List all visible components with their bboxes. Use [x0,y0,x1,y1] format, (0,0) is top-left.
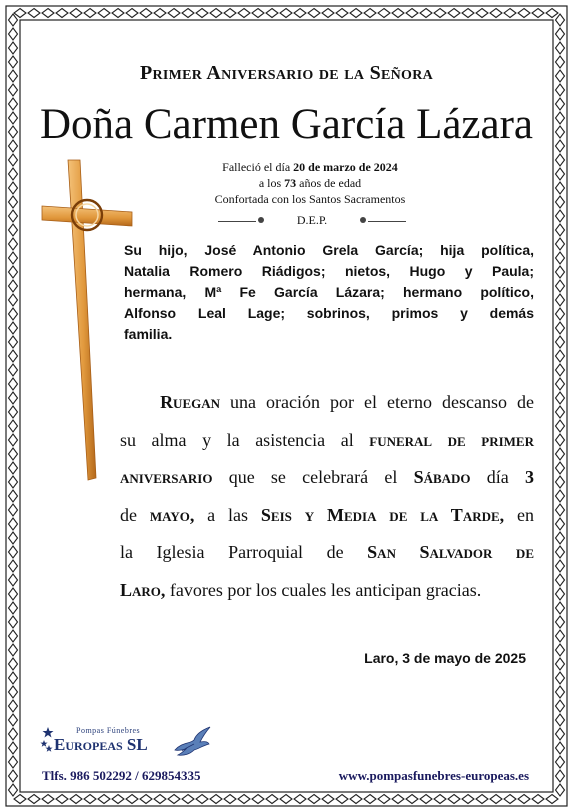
border-link [9,532,18,544]
border-link [98,795,110,804]
border-link [294,9,306,18]
border-link [518,9,530,18]
border-link [98,9,110,18]
border-link [462,795,474,804]
border-link [556,322,565,334]
border-link [9,546,18,558]
border-link [154,795,166,804]
border-link [9,392,18,404]
border-link [224,9,236,18]
border-link [556,42,565,54]
border-link [556,770,565,782]
border-link [9,280,18,292]
border-link [476,795,488,804]
border-link [9,448,18,460]
place-and-date: Laro, 3 de mayo de 2025 [364,650,526,666]
border-link [556,728,565,740]
border-link [556,182,565,194]
border-link [112,9,124,18]
border-link [9,742,18,754]
border-link [56,9,68,18]
border-link [364,795,376,804]
border-link [556,406,565,418]
border-link [518,795,530,804]
border-link [28,9,40,18]
border-link [252,795,264,804]
border-link [266,795,278,804]
border-link [14,795,26,804]
border-link [9,406,18,418]
border-link [556,686,565,698]
border-link [9,434,18,446]
dep-divider [218,213,406,229]
border-link [336,795,348,804]
border-link [9,224,18,236]
border-link [556,616,565,628]
border-link [532,795,544,804]
border-link [448,795,460,804]
border-link [9,336,18,348]
announcement-line: su alma y la asistencia al funeral de primer [120,429,534,450]
border-link [308,795,320,804]
border-link [168,9,180,18]
border-link [9,700,18,712]
border-link [364,9,376,18]
border-link [556,224,565,236]
border-link [9,756,18,768]
border-link [556,336,565,348]
family-line: Su hijo, José Antonio Grela García; hija política, [124,242,534,258]
border-link [556,28,565,40]
border-link [9,588,18,600]
border-link [9,728,18,740]
border-link [406,795,418,804]
border-link [9,420,18,432]
border-link [9,294,18,306]
border-link [9,182,18,194]
border-link [126,795,138,804]
border-link [9,266,18,278]
border-link [420,9,432,18]
border-link [504,795,516,804]
border-link [28,795,40,804]
announcement-line: Ruegan una oración por el eterno descanso de [160,392,535,412]
border-link [9,462,18,474]
border-link [556,266,565,278]
border-link [556,560,565,572]
border-link [556,490,565,502]
border-link [556,742,565,754]
border-link [378,9,390,18]
border-link [434,795,446,804]
border-link [9,630,18,642]
border-link [9,784,18,796]
border-link [9,672,18,684]
sacraments-line: Confortada con los Santos Sacramentos [214,192,406,206]
border-link [182,9,194,18]
border-link [266,9,278,18]
border-link [556,658,565,670]
border-link [9,252,18,264]
border-link [556,700,565,712]
border-link [9,196,18,208]
border-link [556,420,565,432]
border-link [9,84,18,96]
border-link [556,476,565,488]
family-line: Natalia Romero Riádigos; nietos, Hugo y Paula; [124,263,534,279]
border-link [168,795,180,804]
border-link [556,644,565,656]
border-link [84,9,96,18]
border-link [556,350,565,362]
border-link [154,9,166,18]
border-link [9,686,18,698]
border-link [9,714,18,726]
border-link [556,714,565,726]
border-link [556,602,565,614]
border-link [140,9,152,18]
announcement-line: de mayo, a las Seis y Media de la Tarde, en [120,504,535,525]
divider-line-right [368,221,406,222]
border-link [84,795,96,804]
border-link [556,294,565,306]
border-link [9,308,18,320]
border-link [556,784,565,796]
border-link [9,378,18,390]
border-link [9,770,18,782]
border-link [56,795,68,804]
border-link [556,574,565,586]
death-date-line: Falleció el día 20 de marzo de 2024 [222,160,398,174]
divider-dot-right [360,217,366,223]
border-link [9,42,18,54]
divider-dot-left [258,217,264,223]
age-line: a los 73 años de edad [258,176,362,190]
border-link [126,9,138,18]
border-link [9,518,18,530]
border-link [532,9,544,18]
border-link [556,504,565,516]
border-link [42,795,54,804]
family-line: familia. [124,326,173,342]
company-logo-text: Europeas SL [54,735,148,754]
border-link [378,795,390,804]
border-link [9,350,18,362]
border-link [9,602,18,614]
border-link [556,364,565,376]
border-link [350,795,362,804]
border-link [70,9,82,18]
border-link [14,9,26,18]
border-link [556,672,565,684]
family-line: hermana, Mª Fe García Lázara; hermano político, [124,284,534,300]
border-link [224,795,236,804]
border-link [9,238,18,250]
border-link [322,9,334,18]
divider-line-left [218,221,256,222]
border-link [9,644,18,656]
dove-icon [172,724,212,758]
funeral-announcement [120,384,534,609]
border-link [556,462,565,474]
border-link [9,154,18,166]
border-link [9,210,18,222]
border-link [9,560,18,572]
border-link [9,504,18,516]
border-link [546,9,558,18]
border-link [210,9,222,18]
border-link [556,532,565,544]
border-link [252,9,264,18]
border-link [504,9,516,18]
announcement-line: Laro, favores por los cuales les anticipan gracias. [120,579,482,600]
border-link [556,280,565,292]
border-link [9,476,18,488]
border-link [556,756,565,768]
border-link [210,795,222,804]
border-link [556,84,565,96]
border-link [70,795,82,804]
border-link [140,795,152,804]
border-link [9,322,18,334]
border-link [490,9,502,18]
border-link [392,9,404,18]
deceased-name: Doña Carmen García Lázara [39,101,533,148]
border-link [322,795,334,804]
border-link [336,9,348,18]
website-link[interactable]: www.pompasfunebres-europeas.es [338,768,529,783]
border-link [182,795,194,804]
border-link [556,238,565,250]
border-link [546,795,558,804]
phone-numbers: Tlfs. 986 502292 / 629854335 [42,768,201,783]
border-link [556,546,565,558]
border-link [556,630,565,642]
border-link [9,14,18,26]
border-link [9,658,18,670]
border-link [280,9,292,18]
border-link [196,795,208,804]
border-link [476,9,488,18]
border-link [9,168,18,180]
border-link [556,154,565,166]
border-link [556,392,565,404]
border-link [9,28,18,40]
announcement-line: la Iglesia Parroquial de San Salvador de [120,542,534,562]
border-link [490,795,502,804]
border-link [556,196,565,208]
border-link [280,795,292,804]
border-link [406,9,418,18]
border-link [448,9,460,18]
border-link [556,518,565,530]
border-link [556,434,565,446]
border-link [238,795,250,804]
anniversary-subtitle: Primer Aniversario de la Señora [139,62,434,84]
border-link [462,9,474,18]
border-link [556,14,565,26]
border-link [420,795,432,804]
border-link [112,795,124,804]
border-link [556,448,565,460]
border-link [556,378,565,390]
border-link [556,588,565,600]
dep-label: D.E.P. [296,213,328,227]
border-link [556,252,565,264]
border-link [238,9,250,18]
border-link [196,9,208,18]
border-link [42,9,54,18]
announcement-line: aniversario que se celebrará el Sábado día 3 [120,467,534,487]
border-link [556,308,565,320]
border-link [294,795,306,804]
border-link [9,616,18,628]
border-link [556,168,565,180]
border-link [308,9,320,18]
border-link [9,574,18,586]
logo-tagline: Pompas Fúnebres [76,726,141,735]
border-link [392,795,404,804]
border-link [556,210,565,222]
family-paragraph [124,240,534,345]
border-link [434,9,446,18]
border-link [9,364,18,376]
border-link [350,9,362,18]
border-link [9,490,18,502]
family-line: Alfonso Leal Lage; sobrinos, primos y demás [124,305,534,321]
